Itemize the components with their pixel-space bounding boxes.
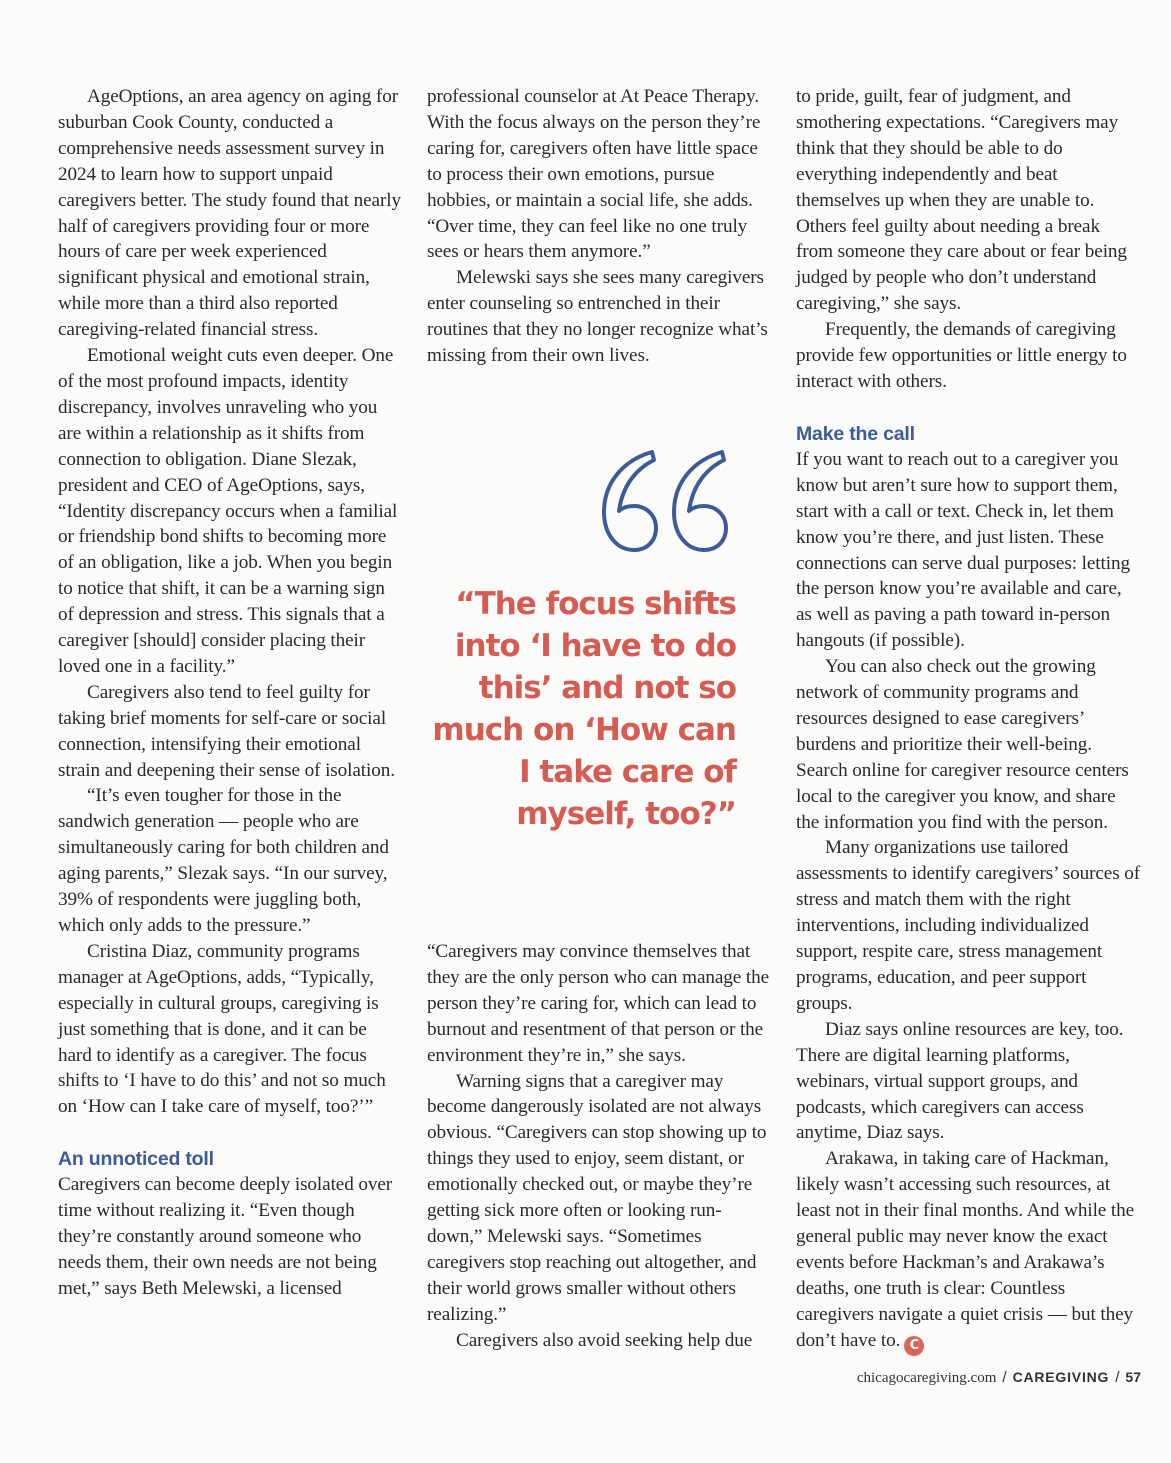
section-heading-make-the-call: Make the call [796,422,915,445]
body-paragraph: Frequently, the demands of caregiving provide few opportunities or little energy to interact with others. [796,319,1127,392]
body-paragraph: Many organizations use tailored assessments to identify caregivers’ sources of stress and match them with the right interventions, including individualized support, respite care, stress management programs, education, and peer support groups. [796,837,1141,1014]
body-paragraph: Diaz says online resources are key, too. There are digital learning platforms, webinars, virtual support groups, and podcasts, which caregivers can access anytime, Diaz says. [796,1018,1124,1144]
body-paragraph: If you want to reach out to a caregiver you know but aren’t sure how to support them, start with a call or text. Check in, let them know you’re there, and just listen. These connections can serve dual purposes: letting the person know you’re available and care, as well as paving a path toward in-person hangouts (if possible). [796,448,1130,652]
body-paragraph: You can also check out the growing network of community programs and resources designed to ease caregivers’ burdens and prioritize their well-being. Search online for caregiver resource centers local to the caregiver you know, and share the information you find with the person. [796,656,1129,833]
page-footer [857,1369,1141,1387]
body-paragraph: AgeOptions, an area agency on aging for suburban Cook County, conducted a comprehensive needs assessment survey in 2024 to learn how to support unpaid caregivers better. The study found that nearly half of caregivers providing four or more hours of care per week experienced significant physical and emotional strain, while more than a third also reported caregiving-related financial stress. [58,86,401,341]
body-paragraph: Warning signs that a caregiver may become dangerously isolated are not always obvious. “Caregivers can stop showing up to things they used to enjoy, seem distant, or emotionally checked out, or maybe they’re getting sick more often or looking run-down,” Melewski says. “Sometimes caregivers stop reaching out altogether, and their world grows smaller without others realizing.” [427,1070,767,1325]
body-paragraph: “Caregivers may convince themselves that they are the only person who can manage the person they’re caring for, which can lead to burnout and resentment of that person or the environment they’re in,” she says. [427,941,770,1066]
quotation-mark-icon [594,444,734,558]
end-mark-icon: C [904,1336,924,1356]
footer-site: chicagocaregiving.com [856,1370,997,1386]
body-paragraph: Caregivers can become deeply isolated over time without realizing it. “Even though they’re constantly around someone who needs them, their own needs are not being met,” says Beth Melewski, a licensed [58,1174,393,1299]
section-heading-unnoticed-toll: An unnoticed toll [58,1148,214,1171]
body-paragraph: Melewski says she sees many caregivers enter counseling so entrenched in their routines that they no longer recognize what’s missing from their own lives. [427,267,768,367]
article-column-2-top [427,84,772,369]
body-paragraph: professional counselor at At Peace Therapy. With the focus always on the person they’re caring for, caregivers often have little space to process their own emotions, pursue hobbies, or maintain a social life, she adds. “Over time, they can feel like no one truly sees or hears them anymore.” [427,86,761,263]
body-paragraph: Emotional weight cuts even deeper. One of the most profound impacts, identity discrepancy, involves unraveling who you are within a relationship as it shifts from connection to obligation. Diane Slezak, president and CEO of AgeOptions, says, “Identity discrepancy occurs when a familial or friendship bond shifts to becoming more of an obligation, like a job. When you begin to notice that shift, it can be a warning sign of depression and stress. This signals that a caregiver [should] consider placing their loved one in a facility.” [58,345,398,677]
body-paragraph: Caregivers also avoid seeking help due [456,1329,753,1351]
body-paragraph: “It’s even tougher for those in the sandwich generation — people who are simultaneously caring for both children and aging parents,” Slezak says. “In our survey, 39% of respondents were juggling both, which only adds to the pressure.” [58,785,389,936]
footer-section: CAREGIVING [1012,1369,1110,1385]
page-number: 57 [1125,1369,1141,1385]
article-column-1 [58,84,403,1302]
body-paragraph-final [796,1146,1141,1355]
article-column-3 [796,84,1141,1356]
article-column-2-bottom [427,939,772,1354]
footer-separator: / [1115,1369,1120,1386]
footer-separator: / [1002,1369,1007,1386]
pull-quote: “The focus shifts into ‘I have to do this’ and not so much on ‘How can I take care of myself, too?” [432,586,736,832]
body-paragraph: Cristina Diaz, community programs manager at AgeOptions, adds, “Typically, especially in cultural groups, caregiving is just something that is done, and it can be hard to identify as a caregiver. The focus shifts to ‘I have to do this’ and not so much on ‘How can I take care of myself, too?’” [58,940,386,1118]
final-text: Arakawa, in taking care of Hackman, likely wasn’t accessing such resources, at least not in their final months. And while the general public may never know the exact events before Hackman’s and Arakawa’s deaths, one truth is clear: Countless caregivers navigate a quiet crisis — but they don’t have to. [796,1148,1135,1351]
body-paragraph: Caregivers also tend to feel guilty for taking brief moments for self-care or social connection, intensifying their emotional strain and deepening their sense of isolation. [58,681,395,781]
body-paragraph: to pride, guilt, fear of judgment, and smothering expectations. “Caregivers may think that they should be able to do everything independently and beat themselves up when they are unable to. Others feel guilty about needing a break from someone they care about or fear being judged by people who don’t understand caregiving,” she says. [796,86,1127,315]
